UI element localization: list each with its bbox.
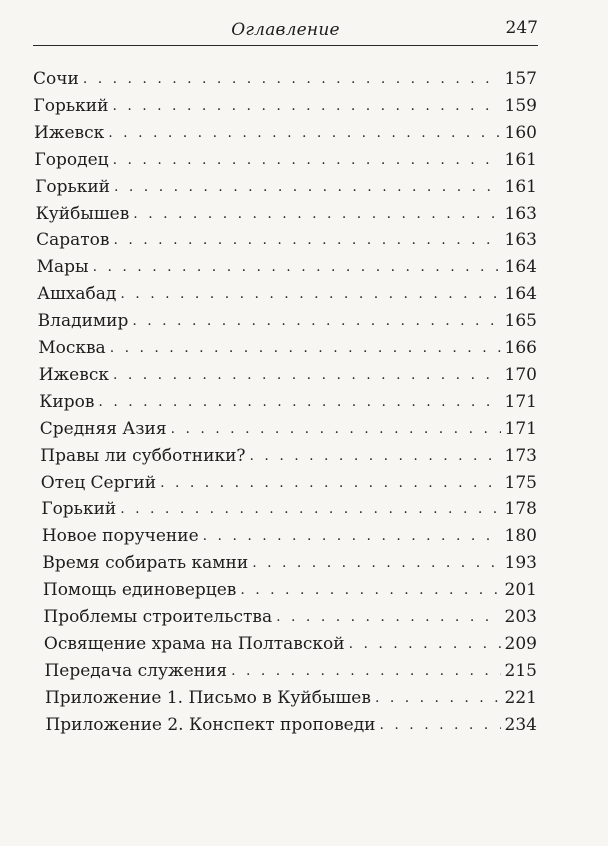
toc-entry-page: 201 (504, 580, 537, 601)
toc-entry-page: 234 (504, 714, 537, 735)
toc-entry (43, 604, 537, 628)
toc-dot-leader (276, 607, 500, 627)
toc-entry (42, 550, 537, 574)
toc-entry-page: 215 (504, 660, 537, 681)
toc-entry-title: Приложение 2. Конспект проповеди (45, 714, 376, 735)
toc-entry (44, 631, 537, 655)
toc-entry-title: Ижевск (38, 364, 109, 385)
toc-entry-title: Мары (36, 257, 89, 278)
toc-entry-page: 161 (504, 149, 537, 170)
toc-entry (45, 712, 537, 736)
toc-entry-title: Саратов (36, 230, 110, 251)
toc-entry (35, 147, 537, 171)
toc-entry (37, 254, 537, 278)
toc-entry-title: Горький (35, 176, 110, 197)
toc-entry-page: 221 (504, 687, 537, 708)
toc-entry (36, 201, 537, 225)
toc-dot-leader (83, 69, 501, 89)
toc-dot-leader (203, 526, 501, 546)
toc-entry (35, 174, 537, 198)
toc-dot-leader (108, 123, 500, 143)
toc-entry-page: 160 (504, 122, 537, 143)
toc-entry-title: Ижевск (34, 122, 105, 143)
toc-dot-leader (113, 365, 501, 385)
toc-dot-leader (252, 553, 500, 573)
toc-entry-title: Средняя Азия (39, 418, 167, 439)
toc-entry-title: Городец (34, 149, 109, 170)
toc-dot-leader (132, 311, 500, 331)
toc-dot-leader (349, 634, 501, 654)
toc-entry-page: 178 (504, 499, 537, 520)
toc-entry-page: 173 (504, 445, 537, 466)
header-title: Оглавление (231, 20, 340, 40)
toc-entry (38, 335, 537, 359)
toc-entry-page: 159 (504, 95, 537, 116)
toc-dot-leader (160, 473, 500, 493)
toc-entry-page: 166 (504, 338, 537, 358)
toc-entry (44, 658, 537, 682)
toc-dot-leader (375, 688, 501, 708)
toc-entry (39, 362, 537, 386)
toc-dot-leader (93, 257, 501, 277)
toc-entry (34, 120, 537, 144)
toc-entry (41, 496, 537, 520)
toc-entry-title: Правы ли субботники? (40, 445, 246, 466)
toc-entry-title: Киров (39, 391, 95, 412)
toc-dot-leader (120, 499, 500, 519)
running-header (33, 14, 538, 44)
toc-entry-title: Приложение 1. Письмо в Куйбышев (44, 687, 371, 708)
toc-entry-title: Куйбышев (35, 203, 130, 224)
toc-entry-title: Освящение храма на Полтавской (43, 633, 345, 654)
toc-dot-leader (98, 392, 500, 412)
toc-entry-page: 171 (504, 391, 537, 412)
toc-entry-page: 163 (504, 203, 537, 224)
toc-entry-title: Передача служения (44, 660, 228, 681)
toc-dot-leader (114, 177, 501, 197)
header-page-number: 247 (505, 18, 538, 38)
toc-entry-page: 157 (504, 69, 537, 89)
header-rule (33, 45, 538, 46)
toc-entry-page: 165 (504, 311, 537, 332)
toc-dot-leader (231, 661, 500, 681)
toc-entry-title: Время собирать камни (42, 553, 249, 574)
toc-entry-page: 193 (504, 553, 537, 574)
toc-dot-leader (380, 715, 501, 735)
toc-entry-page: 180 (504, 526, 537, 547)
toc-entry (40, 416, 537, 440)
toc-entry-title: Проблемы строительства (43, 607, 273, 627)
toc-entry-title: Ашхабад (37, 284, 117, 305)
toc-entry-page: 171 (504, 418, 537, 439)
toc-entry (45, 685, 537, 709)
toc-entry-title: Горький (41, 499, 117, 520)
toc-dot-leader (110, 338, 501, 358)
toc-entry (43, 577, 537, 601)
toc-entry-title: Горький (33, 95, 109, 116)
toc-entry-page: 203 (504, 607, 537, 627)
toc-entry-title: Сочи (33, 69, 79, 89)
toc-dot-leader (113, 230, 500, 250)
toc-entry (33, 66, 537, 90)
toc-dot-leader (240, 580, 500, 600)
toc-entry (41, 470, 537, 494)
toc-dot-leader (120, 284, 500, 304)
toc-entry (42, 523, 537, 547)
toc-entry-title: Новое поручение (41, 526, 199, 547)
toc-entry-page: 163 (504, 230, 537, 251)
toc-dot-leader (112, 96, 500, 116)
toc-entry-page: 164 (504, 257, 537, 278)
toc-entry-page: 170 (504, 364, 537, 385)
toc-entry-title: Москва (38, 338, 106, 358)
toc-entry (36, 227, 537, 251)
toc-dot-leader (171, 419, 501, 439)
toc-entry (39, 389, 537, 413)
toc-dot-leader (250, 446, 501, 466)
toc-dot-leader (113, 150, 501, 170)
toc-entry-page: 175 (504, 472, 537, 493)
toc-entry (34, 93, 537, 117)
toc-entry-title: Владимир (37, 311, 129, 332)
toc-entry-title: Отец Сергий (40, 472, 157, 493)
toc-entry-page: 161 (504, 176, 537, 197)
toc-entry (37, 281, 537, 305)
toc-entry-page: 209 (504, 633, 537, 654)
toc-dot-leader (133, 204, 500, 224)
toc-entry-title: Помощь единоверцев (42, 580, 237, 601)
toc-entry (40, 443, 537, 467)
toc-entry-page: 164 (504, 284, 537, 305)
toc-entry (38, 308, 537, 332)
